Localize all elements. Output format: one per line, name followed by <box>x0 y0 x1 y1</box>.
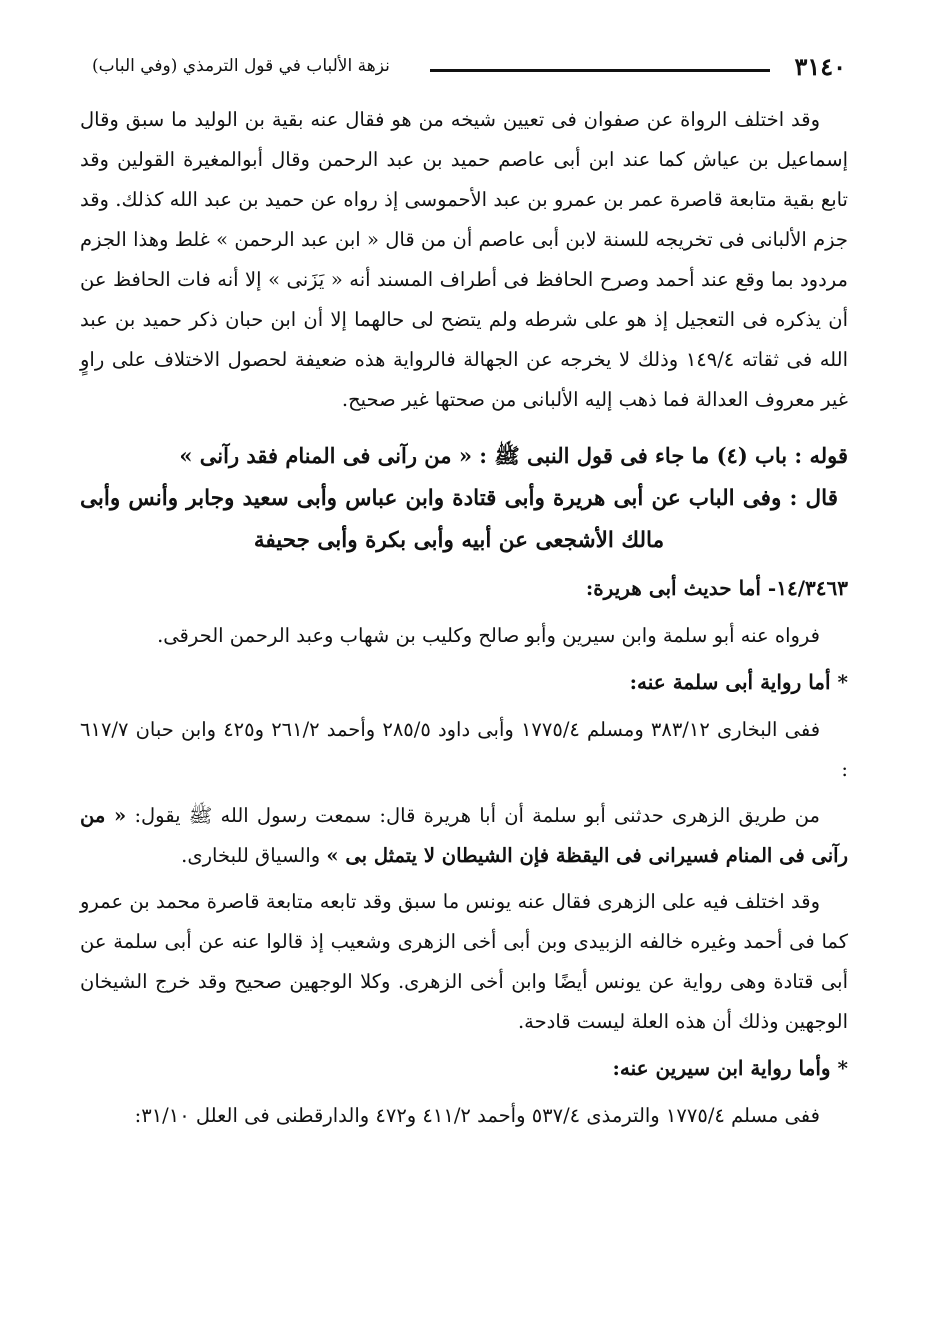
page-header <box>88 50 850 90</box>
paragraph-4-end: والسياق للبخارى. <box>181 844 327 867</box>
item-title: ١٤/٣٤٦٣- أما حديث أبى هريرة: <box>585 576 848 600</box>
paragraph-5: وقد اختلف فيه على الزهرى فقال عنه يونس ما سبق وقد تابعه متابعة قاصرة محمد بن عمرو كما فى أحمد وغيره خالفه الزبيدى وبن أبى أخى الزهرى وشعيب إذ قالوا عنه عن أبى سلمة عن أبى قتادة وهى رواية عن يونس أيضًا وابن أخى الزهرى. وكلا الوجهين صحيح وقد خرج الشيخان الوجهين وذلك أن هذه العلة ليست قادحة. <box>80 890 848 1033</box>
section-heading-ibn-sirin: * وأما رواية ابن سيرين عنه: <box>612 1056 848 1080</box>
paragraph-6: ففى مسلم ١٧٧٥/٤ والترمذى ٥٣٧/٤ وأحمد ٤١١/٢ و٤٧٢ والدارقطنى فى العلل ٣١/١٠: <box>134 1104 820 1127</box>
running-title: نزهة الألباب في قول الترمذي (وفي الباب) <box>92 56 390 76</box>
paragraph-4-intro: من طريق الزهرى حدثنى أبو سلمة أن أبا هريرة قال: سمعت رسول الله ﷺ يقول: <box>134 804 820 827</box>
page-body <box>80 100 848 1136</box>
chapter-subheading: قال : وفى الباب عن أبى هريرة وأبى قتادة وابن عباس وأبى سعيد وجابر وأنس وأبى مالك الأشجعى عن أبيه وأبى بكرة وأبى جحيفة <box>80 486 838 553</box>
paragraph-4 <box>80 796 848 876</box>
chapter-heading: قوله : باب (٤) ما جاء فى قول النبى ﷺ : « من رآنى فى المنام فقد رآنى » <box>179 443 848 468</box>
header-rule <box>430 69 770 72</box>
section-heading-abu-salama: * أما رواية أبى سلمة عنه: <box>629 670 848 694</box>
hadith-text: « من رآنى فى المنام فسيرانى فى اليقظة فإن الشيطان لا يتمثل بى » <box>80 804 848 867</box>
paragraph-2: فرواه عنه أبو سلمة وابن سيرين وأبو صالح وكليب بن شهاب وعبد الرحمن الحرقى. <box>157 624 820 647</box>
paragraph-1: وقد اختلف الرواة عن صفوان فى تعيين شيخه من هو فقال عنه بقية بن الوليد ما سبق وقال إسماعيل بن عياش كما عند ابن أبى عاصم حميد بن عبد الرحمن وقال أبوالمغيرة القولين وقد تابع بقية متابعة قاصرة عمر بن عمرو بن عبد الأحموسى إذ رواه عن حميد بن عبد الله كذلك. وقد جزم الألبانى فى تخريجه للسنة لابن أبى عاصم أن من قال « ابن عبد الرحمن » غلط وهذا الجزم مردود بما وقع عند أحمد وصرح الحافظ فى أطراف المسند أنه « يَزَنى » إلا أنه فات الحافظ عن أن يذكره فى التعجيل إذ هو على شرطه ولم يتضح لى حالهما إلا أن ابن حبان ذكر حميد بن عبد الله فى ثقاته ١٤٩/٤ وذلك لا يخرجه عن الجهالة فالرواية هذه ضعيفة لحصول الاختلاف على راوٍ غير معروف العدالة فما ذهب إليه الألبانى من صحتها غير صحيح. <box>80 108 848 411</box>
paragraph-3: ففى البخارى ٣٨٣/١٢ ومسلم ١٧٧٥/٤ وأبى داود ٢٨٥/٥ وأحمد ٢٦١/٢ و٤٢٥ وابن حبان ٦١٧/٧ : <box>80 718 848 781</box>
page-number: ٣١٤٠ <box>794 52 846 81</box>
